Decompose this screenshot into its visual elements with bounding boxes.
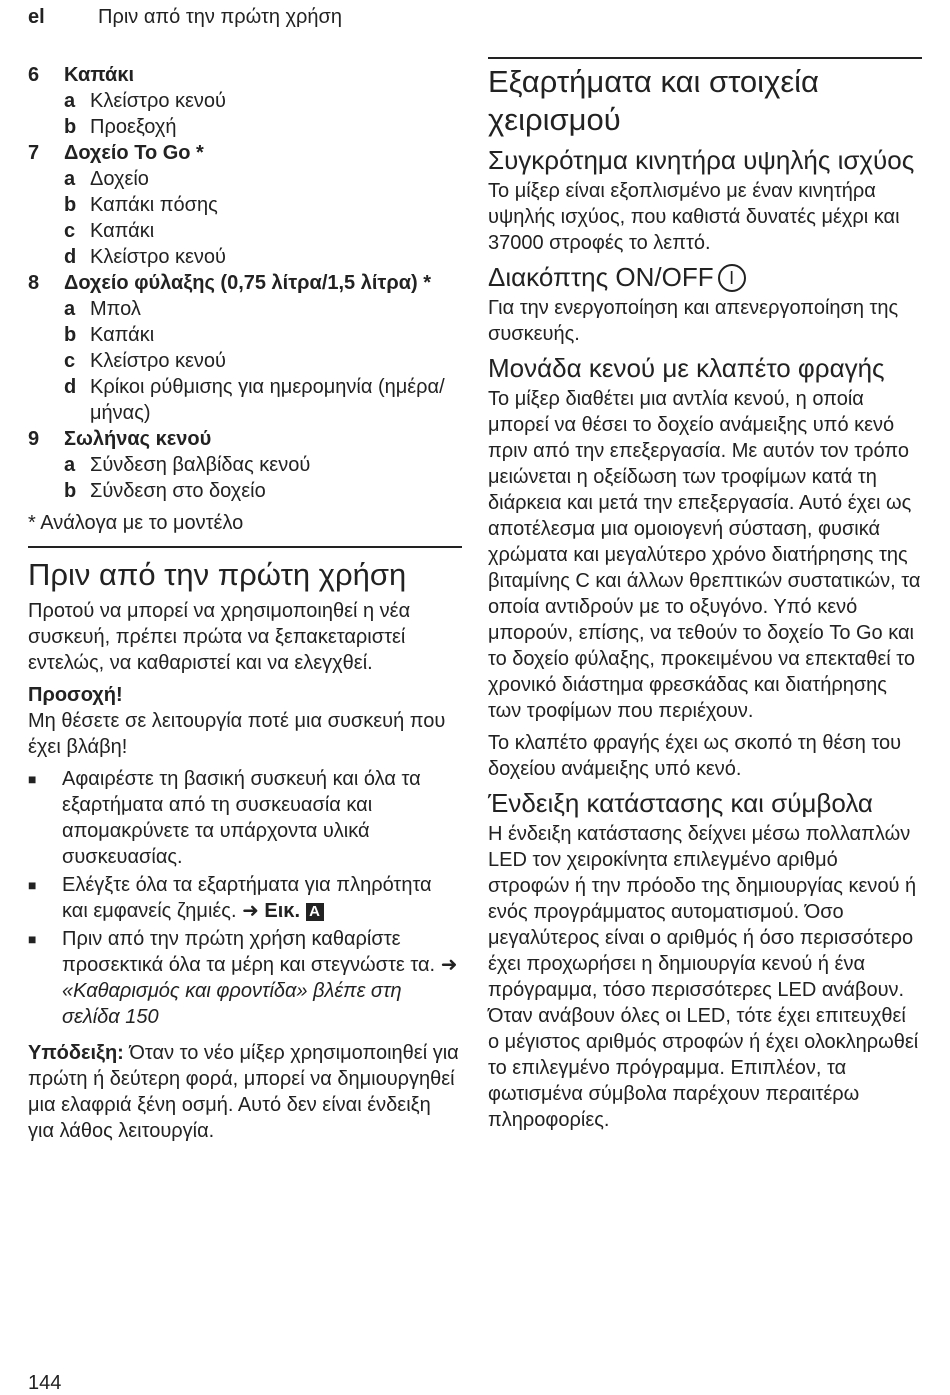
parts-list	[28, 62, 462, 504]
model-note: * Ανάλογα με το μοντέλο	[28, 512, 244, 534]
subpart-label: Μπολ	[90, 298, 141, 320]
subpart-label: Κρίκοι ρύθμισης για ημερομηνία (ημέρα/μήνας)	[90, 376, 445, 424]
subpart-letter: c	[64, 220, 76, 242]
part-heading	[28, 62, 462, 88]
subpart-label: Σύνδεση στο δοχείο	[90, 480, 266, 502]
switch-paragraph: Για την ενεργοποίηση και απενεργοποίηση της συσκευής.	[488, 297, 899, 345]
subpart-label: Δοχείο	[90, 168, 149, 190]
page-cross-reference[interactable]: «Καθαρισμός και φροντίδα» βλέπε στη σελίδα 150	[62, 980, 402, 1028]
part-heading	[28, 140, 462, 166]
language-code: el	[28, 6, 45, 28]
subheading-motor: Συγκρότημα κινητήρα υψηλής ισχύος	[488, 145, 915, 175]
subpart-letter: a	[64, 454, 76, 476]
part-item	[28, 270, 462, 426]
part-item	[28, 140, 462, 270]
part-label: Καπάκι	[64, 64, 135, 86]
right-column	[488, 62, 922, 1139]
subpart-item	[28, 244, 462, 270]
bullet-text: Αφαιρέστε τη βασική συσκευή και όλα τα εξαρτήματα από τη συσκευασία και απομακρύνετε τα υπάρχοντα υλικά συσκευασίας.	[62, 768, 421, 868]
part-heading	[28, 270, 462, 296]
subpart-item	[28, 192, 462, 218]
running-title: Πριν από την πρώτη χρήση	[98, 6, 342, 28]
page-number: 144	[28, 1372, 62, 1394]
subpart-letter: b	[64, 324, 77, 346]
subpart-item	[28, 478, 462, 504]
subheading-status: Ένδειξη κατάστασης και σύμβολα	[488, 788, 873, 818]
hint-text: Όταν το νέο μίξερ χρησιμοποιηθεί για πρώτη ή δεύτερη φορά, μπορεί να δημιουργηθεί μια ελαφριά ξένη οσμή. Αυτό δεν είναι ένδειξη για λάθος λειτουργία.	[28, 1042, 459, 1142]
subpart-item	[28, 88, 462, 114]
vacuum-valve-paragraph: Το κλαπέτο φραγής έχει ως σκοπό τη θέση του δοχείου ανάμειξης υπό κενό.	[488, 732, 902, 780]
bullet-square-icon: ■	[28, 771, 37, 787]
section-heading-before-first-use: Πριν από την πρώτη χρήση	[28, 557, 407, 592]
part-item	[28, 62, 462, 140]
subpart-label: Σύνδεση βαλβίδας κενού	[90, 454, 311, 476]
part-number: 6	[28, 64, 40, 86]
part-number: 9	[28, 428, 40, 450]
subpart-letter: d	[64, 246, 77, 268]
part-label: Δοχείο To Go *	[64, 142, 204, 164]
arrow-icon: ➜	[440, 954, 458, 976]
bullet-text: Ελέγξτε όλα τα εξαρτήματα για πληρότητα και εμφανείς ζημιές.	[62, 874, 432, 922]
subpart-letter: b	[64, 116, 77, 138]
intro-paragraph: Προτού να μπορεί να χρησιμοποιηθεί η νέα συσκευή, πρέπει πρώτα να ξεπακεταριστεί εντελώς, να καθαριστεί και να ελεγχθεί.	[28, 600, 411, 674]
hint-label: Υπόδειξη:	[28, 1042, 124, 1064]
subpart-letter: a	[64, 298, 76, 320]
subpart-label: Προεξοχή	[90, 116, 177, 138]
subheading-vacuum: Μονάδα κενού με κλαπέτο φραγής	[488, 353, 885, 383]
subpart-letter: c	[64, 350, 76, 372]
subheading-switch	[488, 262, 922, 293]
part-heading	[28, 426, 462, 452]
part-number: 8	[28, 272, 40, 294]
subpart-letter: a	[64, 90, 76, 112]
switch-heading-text: Διακόπτης ON/OFF	[488, 262, 714, 292]
subpart-label: Κλείστρο κενού	[90, 246, 226, 268]
left-column	[28, 62, 462, 1150]
bullet-text: Πριν από την πρώτη χρήση καθαρίστε προσεκτικά όλα τα μέρη και στεγνώστε τα.	[62, 928, 436, 976]
part-item	[28, 426, 462, 504]
section-heading-controls: Εξαρτήματα και στοιχεία χειρισμού	[488, 64, 819, 137]
bullet-item	[28, 766, 462, 870]
arrow-icon: ➜	[242, 900, 259, 922]
subpart-letter: b	[64, 194, 77, 216]
bullet-square-icon: ■	[28, 877, 37, 893]
subpart-label: Καπάκι	[90, 324, 155, 346]
subpart-item	[28, 296, 462, 322]
bullet-item	[28, 872, 462, 924]
vacuum-paragraph: Το μίξερ διαθέτει μια αντλία κενού, η οποία μπορεί να θέσει το δοχείο ανάμειξης υπό κενό πριν από την επεξεργασία. Με αυτόν τον τρόπο μειώνεται η οξείδωση των τροφίμων κατά τη διάρκεια και μετά την επεξεργασία. Αυτό έχει ως αποτέλεσμα μια ομοιογενή σύσταση, φυσικά χρώματα και μεγαλύτερο χρόνο διατήρησης της βιταμίνης C και άλλων θρεπτικών συστατικών, τα οποία αντιδρούν με το οξυγόνο. Υπό κενό μπορούν, επίσης, να τεθούν το δοχείο To Go και το δοχείο φύλαξης, προκειμένου να επεκταθεί το χρονικό διάστημα φρεσκάδας και διατήρησης των τροφίμων που περιέχουν.	[488, 388, 921, 722]
page-header	[28, 6, 342, 29]
subpart-item	[28, 218, 462, 244]
subpart-letter: a	[64, 168, 76, 190]
subpart-label: Κλείστρο κενού	[90, 350, 226, 372]
part-label: Σωλήνας κενού	[64, 428, 212, 450]
part-label: Δοχείο φύλαξης (0,75 λίτρα/1,5 λίτρα) *	[64, 272, 432, 294]
section-divider	[488, 57, 922, 59]
subpart-letter: b	[64, 480, 77, 502]
subpart-item	[28, 348, 462, 374]
figure-reference: Εικ.	[264, 900, 301, 922]
motor-paragraph: Το μίξερ είναι εξοπλισμένο με έναν κινητήρα υψηλής ισχύος, που καθιστά δυνατές μέχρι και 37000 στροφές το λεπτό.	[488, 180, 900, 254]
subpart-item	[28, 452, 462, 478]
caution-text: Μη θέσετε σε λειτουργία ποτέ μια συσκευή που έχει βλάβη!	[28, 710, 446, 758]
status-paragraph: Η ένδειξη κατάστασης δείχνει μέσω πολλαπλών LED τον χειροκίνητα επιλεγμένο αριθμό στροφών ή την πρόοδο της δημιουργίας κενού ή ενός προγράμματος αυτοματισμού. Όσο μεγαλύτερος είναι ο αριθμός ή όσο περισσότερο έχει προχωρήσει η δημιουργία κενού ή ένα πρόγραμμα, τόσο περισσότερες LED ανάβουν. Όταν ανάβουν όλες οι LED, τότε έχει επιτευχθεί ο μέγιστος αριθμός στροφών ή έχει ολοκληρωθεί το επιλεγμένο πρόγραμμα. Επιπλέον, τα φωτισμένα σύμβολα παρέχουν περαιτέρω πληροφορίες.	[488, 823, 919, 1131]
subpart-label: Καπάκι πόσης	[90, 194, 218, 216]
part-number: 7	[28, 142, 40, 164]
caution-label: Προσοχή!	[28, 684, 123, 706]
subpart-item	[28, 322, 462, 348]
subpart-item	[28, 114, 462, 140]
bullet-item	[28, 926, 462, 1030]
power-symbol-icon: I	[718, 264, 746, 292]
subpart-item	[28, 374, 462, 426]
figure-letter-badge: A	[306, 903, 324, 921]
subpart-letter: d	[64, 376, 77, 398]
subpart-item	[28, 166, 462, 192]
bullet-square-icon: ■	[28, 931, 37, 947]
section-divider	[28, 546, 462, 548]
subpart-label: Καπάκι	[90, 220, 155, 242]
subpart-label: Κλείστρο κενού	[90, 90, 226, 112]
hint-paragraph	[28, 1040, 462, 1144]
